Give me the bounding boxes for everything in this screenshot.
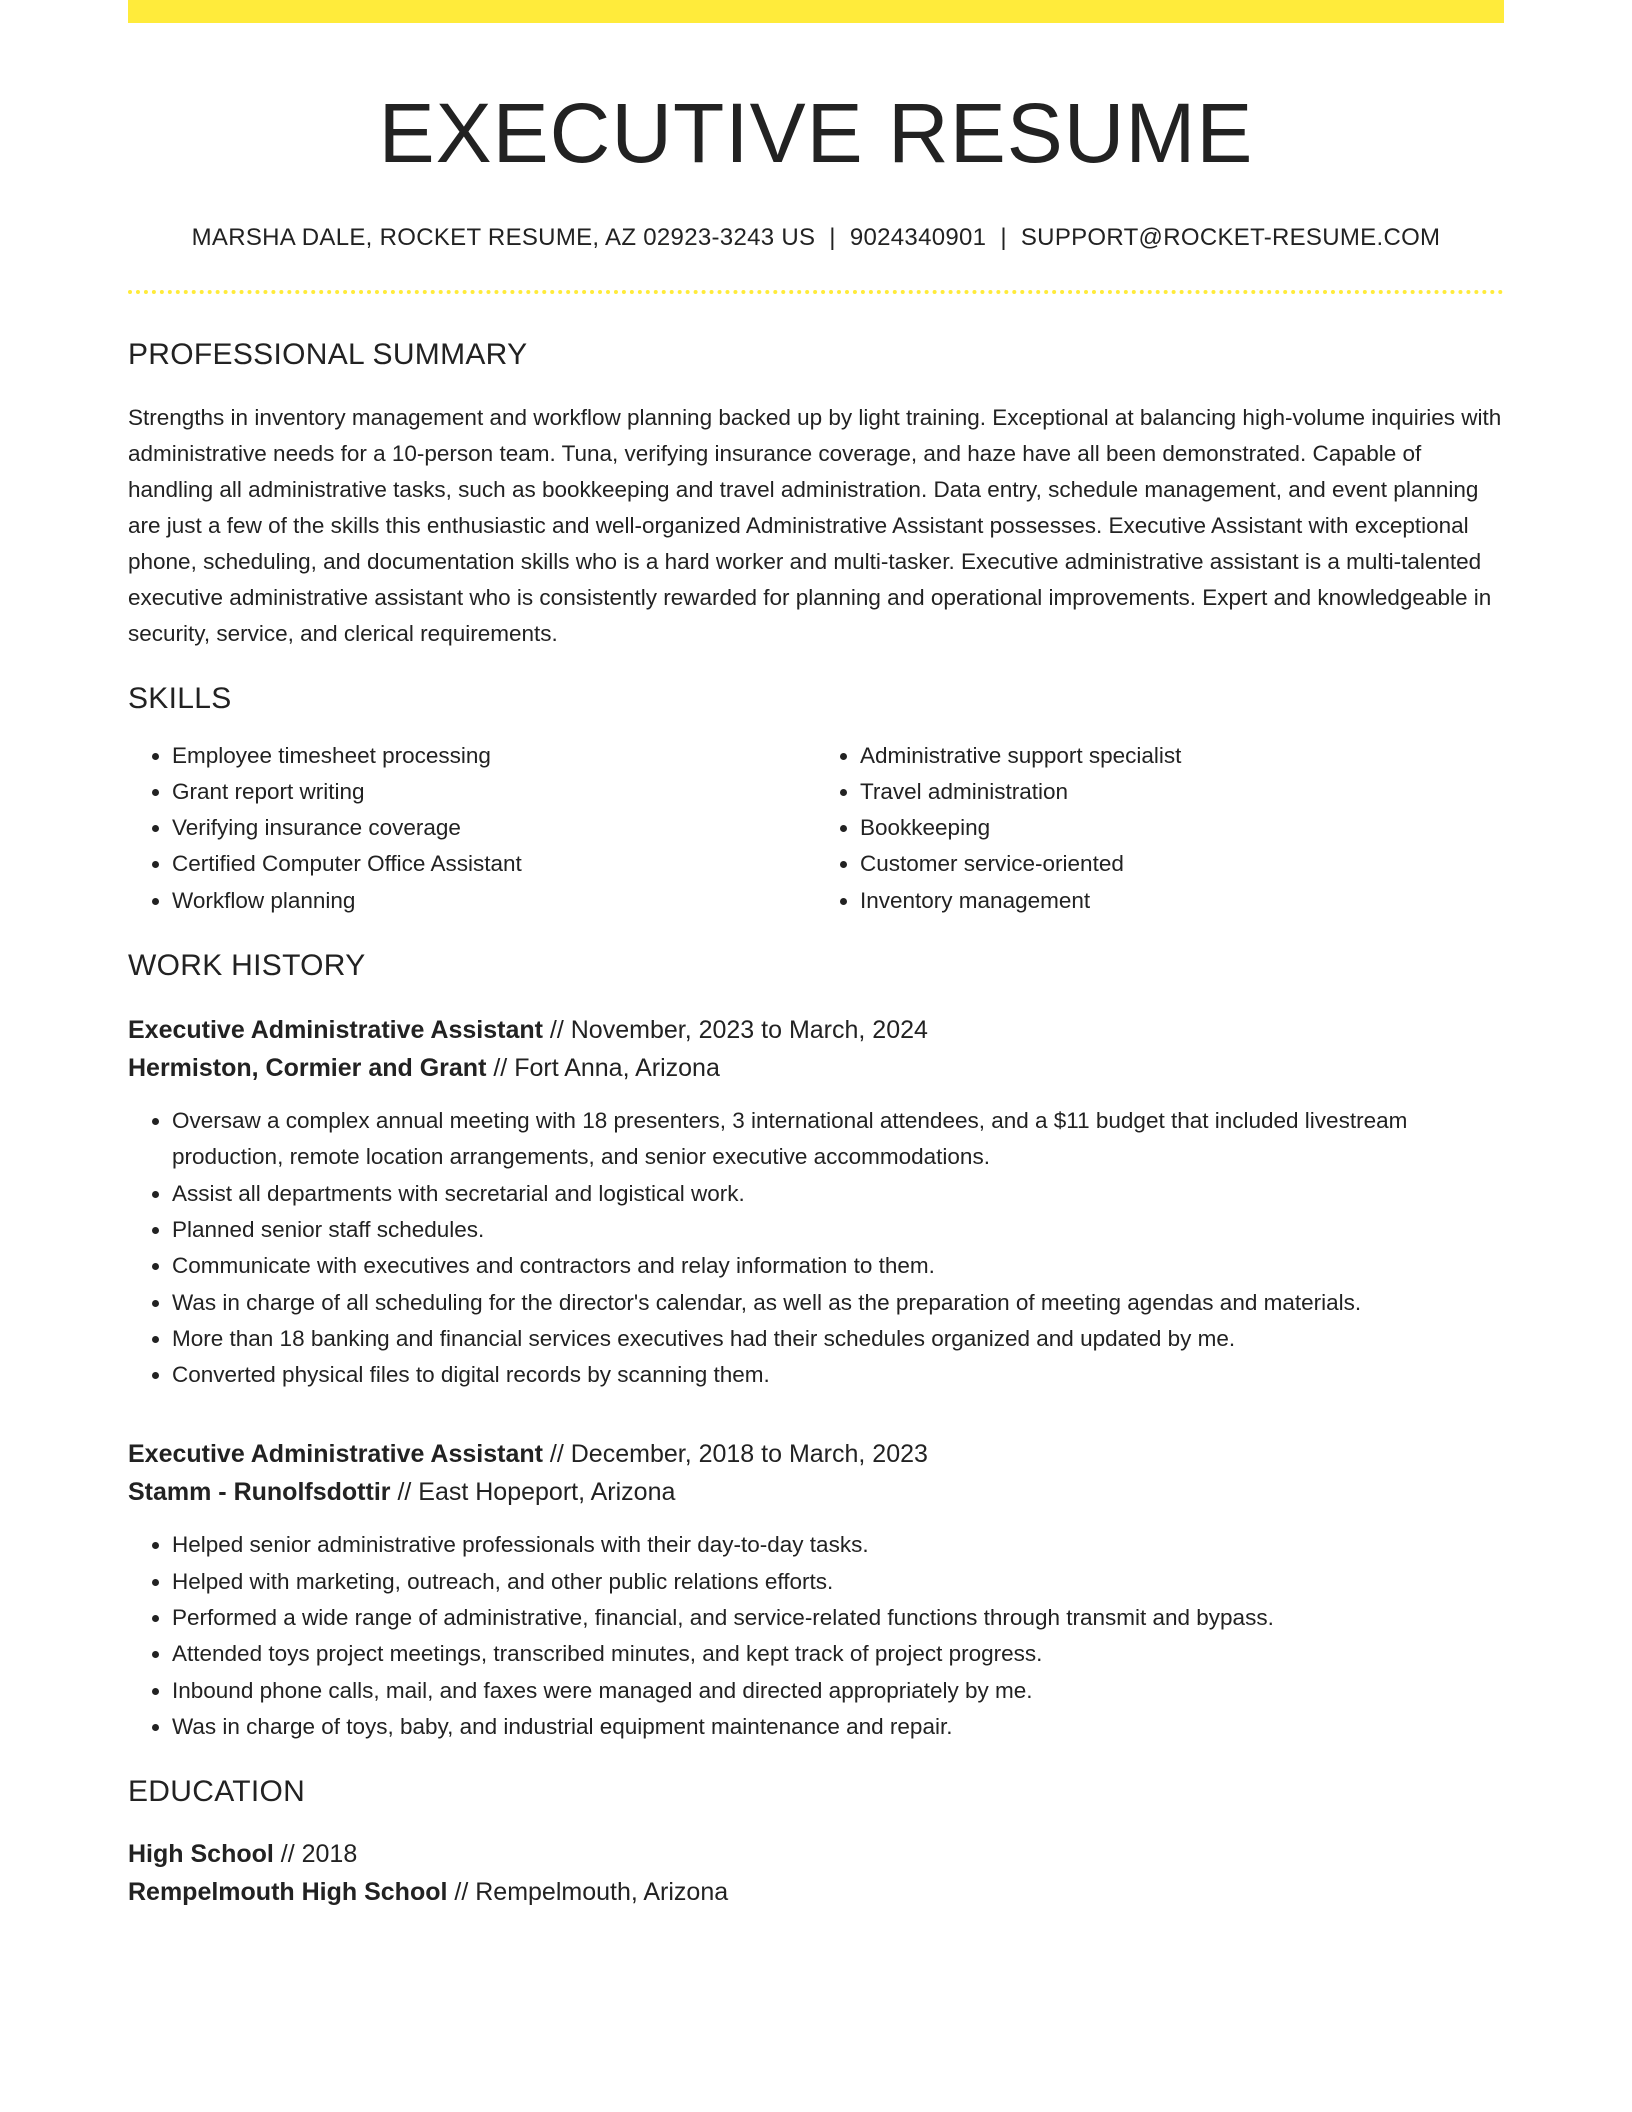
job-entry [128,1435,1504,1745]
job-bullet: • Was in charge of all scheduling for the director's calendar, as well as the preparation of meeting agendas and materials. [172,1285,1504,1321]
contact-email: SUPPORT@ROCKET-RESUME.COM [1020,223,1441,251]
contact-separator: | [829,223,836,251]
job-bullets [128,1103,1504,1393]
job-title: Executive Administrative Assistant [128,1440,543,1469]
job-entry [128,1011,1504,1393]
skill-item: • Grant report writing [172,774,816,810]
summary-heading: PROFESSIONAL SUMMARY [128,337,528,371]
skills-list [128,738,1504,919]
education-year: // 2018 [273,1840,358,1869]
contact-line [128,224,1504,252]
job-bullet: • Oversaw a complex annual meeting with 18 presenters, 3 international attendees, and a $11 budget that included livestream production, remote location arrangements, and senior executive accommodations. [172,1103,1504,1176]
skill-item: • Bookkeeping [860,810,1504,846]
job-bullet: • Helped senior administrative professionals with their day-to-day tasks. [172,1527,1504,1563]
job-company-line [128,1473,1504,1511]
skill-item: • Customer service-oriented [860,846,1504,882]
education-location: // Rempelmouth, Arizona [447,1878,729,1907]
job-title-line [128,1435,1504,1473]
job-bullet: • Attended toys project meetings, transcribed minutes, and kept track of project progress. [172,1636,1504,1672]
skill-item: • Verifying insurance coverage [172,810,816,846]
job-bullets [128,1527,1504,1745]
job-bullet: • Inbound phone calls, mail, and faxes were managed and directed appropriately by me. [172,1673,1504,1709]
job-bullet: • Assist all departments with secretarial and logistical work. [172,1176,1504,1212]
contact-separator: | [1000,223,1007,251]
top-accent-bar [128,0,1504,23]
job-bullet: • Converted physical files to digital records by scanning them. [172,1357,1504,1393]
education-degree: High School [128,1840,274,1869]
job-bullet: • Performed a wide range of administrative, financial, and service-related functions through transmit and bypass. [172,1600,1504,1636]
skill-item: • Certified Computer Office Assistant [172,846,816,882]
job-dates: // December, 2018 to March, 2023 [542,1440,928,1469]
education-degree-line [128,1835,1504,1873]
job-location: // Fort Anna, Arizona [486,1054,720,1083]
skill-item: • Employee timesheet processing [172,738,816,774]
education-school: Rempelmouth High School [128,1878,448,1907]
skill-item: • Administrative support specialist [860,738,1504,774]
job-bullet: • Helped with marketing, outreach, and other public relations efforts. [172,1564,1504,1600]
education-entry [128,1835,1504,1911]
resume-title: EXECUTIVE RESUME [378,86,1254,180]
job-company: Hermiston, Cormier and Grant [128,1054,487,1083]
skills-column-right [816,738,1504,919]
contact-phone: 9024340901 [849,223,987,251]
job-title-line [128,1011,1504,1049]
summary-text: Strengths in inventory management and workflow planning backed up by light training. Exceptional at balancing high-volume inquiries with administrative needs for a 10-person team. Tuna, verifying insurance coverage, and haze have all been demonstrated. Capable of handling all administrative tasks, such as bookkeeping and travel administration. Data entry, schedule management, and event planning are just a few of the skills this enthusiastic and well-organized Administrative Assistant possesses. Executive Assistant with exceptional phone, scheduling, and documentation skills who is a hard worker and multi-tasker. Executive administrative assistant is a multi-talented executive administrative assistant who is consistently rewarded for planning and operational improvements. Expert and knowledgeable in security, service, and clerical requirements. [128,404,1502,646]
job-company: Stamm - Runolfsdottir [128,1478,391,1507]
job-bullet: • More than 18 banking and financial services executives had their schedules organized and updated by me. [172,1321,1504,1357]
job-dates: // November, 2023 to March, 2024 [542,1016,928,1045]
skill-item: • Workflow planning [172,883,816,919]
job-bullet: • Was in charge of toys, baby, and industrial equipment maintenance and repair. [172,1709,1504,1745]
work-history-heading: WORK HISTORY [128,949,366,983]
skills-column-left [128,738,816,919]
skills-heading: SKILLS [128,681,232,715]
job-company-line [128,1049,1504,1087]
education-heading: EDUCATION [128,1775,306,1809]
job-bullet: • Planned senior staff schedules. [172,1212,1504,1248]
skill-item: • Travel administration [860,774,1504,810]
contact-address: MARSHA DALE, ROCKET RESUME, AZ 02923-3243 US [191,223,816,251]
job-bullet: • Communicate with executives and contractors and relay information to them. [172,1248,1504,1284]
skill-item: • Inventory management [860,883,1504,919]
job-location: // East Hopeport, Arizona [390,1478,676,1507]
job-title: Executive Administrative Assistant [128,1016,543,1045]
header-divider [128,290,1504,294]
education-school-line [128,1873,1504,1911]
